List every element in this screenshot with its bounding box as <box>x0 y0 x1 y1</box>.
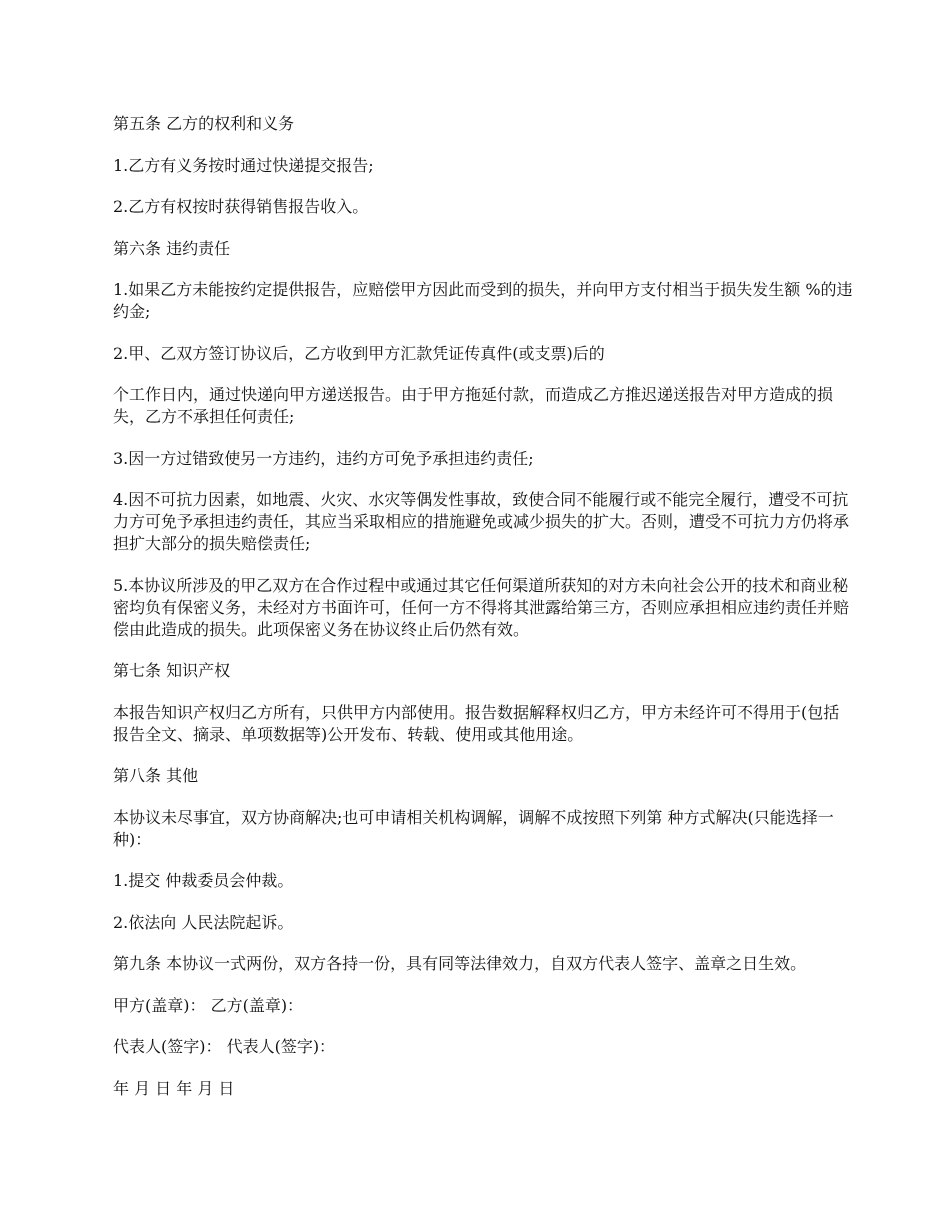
signature-line: 代表人(签字)： 代表人(签字)： <box>113 1037 336 1056</box>
article-5-clause-1: 1.乙方有义务按时通过快递提交报告; <box>113 155 374 175</box>
article-8-heading: 第八条 其他 <box>113 766 199 785</box>
article-6-clause-2-continued: 个工作日内，通过快递向甲方递送报告。由于甲方拖延付款，而造成乙方推迟递送报告对甲方造成的损失，乙方不承担任何责任; <box>113 385 834 426</box>
article-6-clause-5: 5.本协议所涉及的甲乙双方在合作过程中或通过其它任何渠道所获知的对方未向社会公开的技术和商业秘密均负有保密义务，未经对方书面许可，任何一方不得将其泄露给第三方，否则应承担相应违约责任并赔偿由此造成的损失。此项保密义务在协议终止后仍然有效。 <box>113 575 850 639</box>
article-6-clause-2: 2.甲、乙双方签订协议后，乙方收到甲方汇款凭证传真件(或支票)后的 <box>113 343 605 363</box>
document-body <box>113 113 853 1119</box>
article-8-option-2: 2.依法向 人民法院起诉。 <box>113 912 294 932</box>
article-8-option-1: 1.提交 仲裁委员会仲裁。 <box>113 871 294 890</box>
article-9-body: 第九条 本协议一式两份，双方各持一份，具有同等法律效力，自双方代表人签字、盖章之日生效。 <box>113 954 807 973</box>
article-6-clause-4: 4.因不可抗力因素，如地震、火灾、水灾等偶发性事故，致使合同不能履行或不能完全履行，遭受不可抗力方可免予承担违约责任，其应当采取相应的措施避免或减少损失的扩大。否则，遭受不可抗力方仍将承担扩大部分的损失赔偿责任; <box>113 490 850 553</box>
article-7-heading: 第七条 知识产权 <box>113 661 231 680</box>
article-7-body: 本报告知识产权归乙方所有，只供甲方内部使用。报告数据解释权归乙方，甲方未经许可不得用于(包括报告全文、摘录、单项数据等)公开发布、转载、使用或其他用途。 <box>113 702 840 744</box>
article-8-body: 本协议未尽事宜，双方协商解决;也可申请相关机构调解，调解不成按照下列第 种方式解决(只能选择一种)： <box>113 807 834 849</box>
article-5-clause-2: 2.乙方有权按时获得销售报告收入。 <box>113 197 369 216</box>
article-6-clause-1: 1.如果乙方未能按约定提供报告，应赔偿甲方因此而受到的损失，并向甲方支付相当于损失发生额 %的违约金; <box>113 280 853 321</box>
date-line: 年 月 日 年 月 日 <box>113 1078 235 1098</box>
article-6-clause-3: 3.因一方过错致使另一方违约，违约方可免予承担违约责任; <box>113 448 534 468</box>
seal-line: 甲方(盖章)： 乙方(盖章)： <box>113 995 304 1015</box>
article-6-heading: 第六条 违约责任 <box>113 238 231 258</box>
article-5-heading: 第五条 乙方的权利和义务 <box>113 114 295 133</box>
